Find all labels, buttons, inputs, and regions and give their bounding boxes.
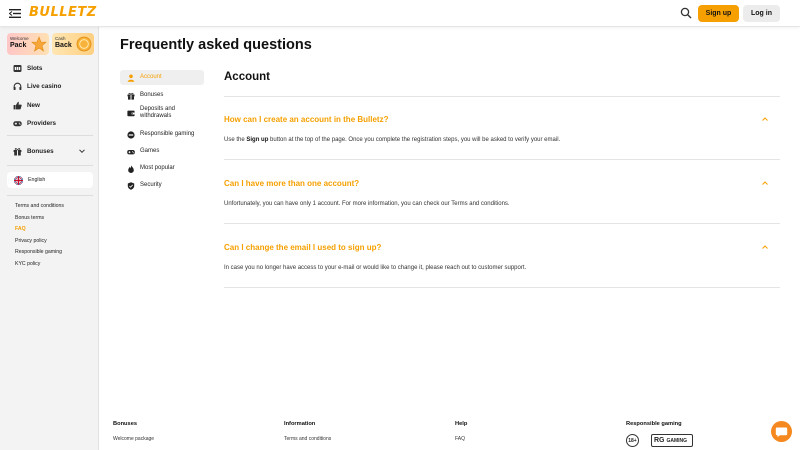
sidebar-divider xyxy=(7,195,93,196)
category-label: Security xyxy=(140,182,162,188)
headset-icon xyxy=(13,82,22,91)
category-label: Deposits and withdrawals xyxy=(140,106,176,119)
promo-small-label: Cash xyxy=(55,36,66,41)
answer-text: Use the xyxy=(224,137,247,143)
faq-answer: Unfortunately, you can have only 1 account. For more information, you can check our Terms and conditions. xyxy=(224,201,510,207)
category-most-popular[interactable] xyxy=(120,160,204,177)
signup-button[interactable]: Sign up xyxy=(698,5,739,22)
gamepad-icon xyxy=(13,119,22,128)
thumbs-up-icon xyxy=(13,101,22,110)
faq-categories xyxy=(120,70,204,194)
chevron-up-icon[interactable] xyxy=(761,116,769,122)
sidebar-links xyxy=(15,203,64,272)
footer-heading: Information xyxy=(284,421,316,427)
chat-icon xyxy=(771,421,792,442)
sidebar-item-label: New xyxy=(27,101,40,109)
faq-divider xyxy=(224,223,780,224)
category-deposits-and-withdrawals[interactable] xyxy=(120,104,204,122)
answer-bold-text: Sign up xyxy=(246,137,269,143)
sidebar-item-label: Live casino xyxy=(27,83,62,91)
link-privacy-policy[interactable]: Privacy policy xyxy=(15,237,47,244)
slot-icon xyxy=(13,64,22,73)
login-button[interactable]: Log in xyxy=(743,5,780,22)
promo-big-label: Pack xyxy=(10,42,27,49)
cash-back-promo[interactable] xyxy=(52,33,94,55)
sidebar-item-slots[interactable] xyxy=(0,59,99,78)
footer-responsible-column xyxy=(626,421,682,427)
category-label: Responsible gaming xyxy=(140,131,195,137)
category-label: Games xyxy=(140,148,160,154)
sidebar-item-live-casino[interactable] xyxy=(0,78,99,97)
faq-divider xyxy=(224,96,780,97)
shield-icon xyxy=(127,182,135,190)
footer-bonuses-column xyxy=(113,421,154,442)
sidebar-item-new[interactable] xyxy=(0,96,99,115)
chat-button[interactable] xyxy=(771,421,792,442)
category-label: Most popular xyxy=(140,165,175,171)
faq-question[interactable]: Can I have more than one account? xyxy=(224,179,360,188)
link-kyc-policy[interactable]: KYC policy xyxy=(15,260,41,267)
footer-help-column xyxy=(455,421,467,442)
rg-badge-label: GAMING xyxy=(666,437,688,444)
top-header xyxy=(0,0,800,27)
category-bonuses[interactable] xyxy=(120,87,204,104)
category-security[interactable] xyxy=(120,177,204,194)
star-icon xyxy=(31,36,47,52)
chevron-down-icon[interactable] xyxy=(78,147,86,155)
fire-icon xyxy=(127,165,135,173)
link-terms-and-conditions[interactable]: Terms and conditions xyxy=(15,203,65,209)
faq-answer: In case you no longer have access to your e-mail or would like to change it, please reach out to customer support. xyxy=(224,265,527,271)
sidebar-divider xyxy=(7,165,93,166)
brand-logo[interactable]: BULLETZ xyxy=(29,5,97,20)
user-icon xyxy=(127,74,135,82)
footer-heading: Responsible gaming xyxy=(626,421,682,427)
category-label: Bonuses xyxy=(140,92,164,98)
faq-answer xyxy=(224,137,780,143)
footer-link[interactable]: FAQ xyxy=(455,436,466,442)
chevron-up-icon[interactable] xyxy=(761,244,769,250)
language-selector[interactable] xyxy=(7,172,93,188)
sidebar-item-label: Slots xyxy=(27,64,43,72)
sidebar-divider xyxy=(7,135,93,136)
language-label: English xyxy=(28,177,46,183)
sidebar-item-providers[interactable] xyxy=(0,115,99,134)
no-entry-icon xyxy=(127,131,135,139)
footer-heading: Help xyxy=(455,421,468,427)
link-bonus-terms[interactable]: Bonus terms xyxy=(15,214,45,221)
footer-link[interactable]: Terms and conditions xyxy=(284,436,332,442)
footer-heading: Bonuses xyxy=(113,421,138,427)
coin-icon xyxy=(76,36,92,52)
faq-question[interactable]: Can I change the email I used to sign up? xyxy=(224,243,382,252)
chevron-up-icon[interactable] xyxy=(761,180,769,186)
faq-divider xyxy=(224,159,780,160)
gift-icon xyxy=(13,147,22,156)
footer-information-column xyxy=(284,421,331,442)
promo-small-label: Welcome xyxy=(10,36,29,41)
gamepad-icon xyxy=(127,148,135,156)
sidebar-item-bonuses[interactable] xyxy=(0,142,99,160)
faq-divider xyxy=(224,287,780,288)
age-restriction-badge: 18+ xyxy=(626,434,639,447)
answer-text: button at the top of the page. Once you complete the registration steps, you will be asked to verify your email. xyxy=(268,137,561,143)
category-label: Account xyxy=(140,74,162,80)
sidebar xyxy=(0,27,99,450)
section-title: Account xyxy=(224,71,270,83)
category-games[interactable] xyxy=(120,143,204,160)
page-title: Frequently asked questions xyxy=(120,37,312,53)
main-nav xyxy=(0,59,99,133)
footer-link[interactable]: Welcome package xyxy=(113,436,155,442)
faq-question[interactable]: How can I create an account in the Bulletz? xyxy=(224,115,389,124)
welcome-pack-promo[interactable] xyxy=(7,33,49,55)
gift-icon xyxy=(127,92,135,100)
uk-flag-icon xyxy=(14,176,23,185)
sidebar-item-label: Providers xyxy=(27,120,57,128)
sidebar-item-label: Bonuses xyxy=(27,147,54,155)
rg-logo-icon: RG xyxy=(654,437,665,444)
promo-big-label: Back xyxy=(55,42,72,49)
link-responsible-gaming[interactable]: Responsible gaming xyxy=(15,249,63,255)
menu-collapse-icon[interactable] xyxy=(9,8,21,19)
category-account[interactable] xyxy=(120,70,204,85)
category-responsible-gaming[interactable] xyxy=(120,126,204,143)
link-faq[interactable]: FAQ xyxy=(15,226,26,232)
search-icon[interactable] xyxy=(680,7,692,19)
responsible-gaming-badge[interactable] xyxy=(651,434,693,447)
wallet-icon xyxy=(127,109,135,117)
